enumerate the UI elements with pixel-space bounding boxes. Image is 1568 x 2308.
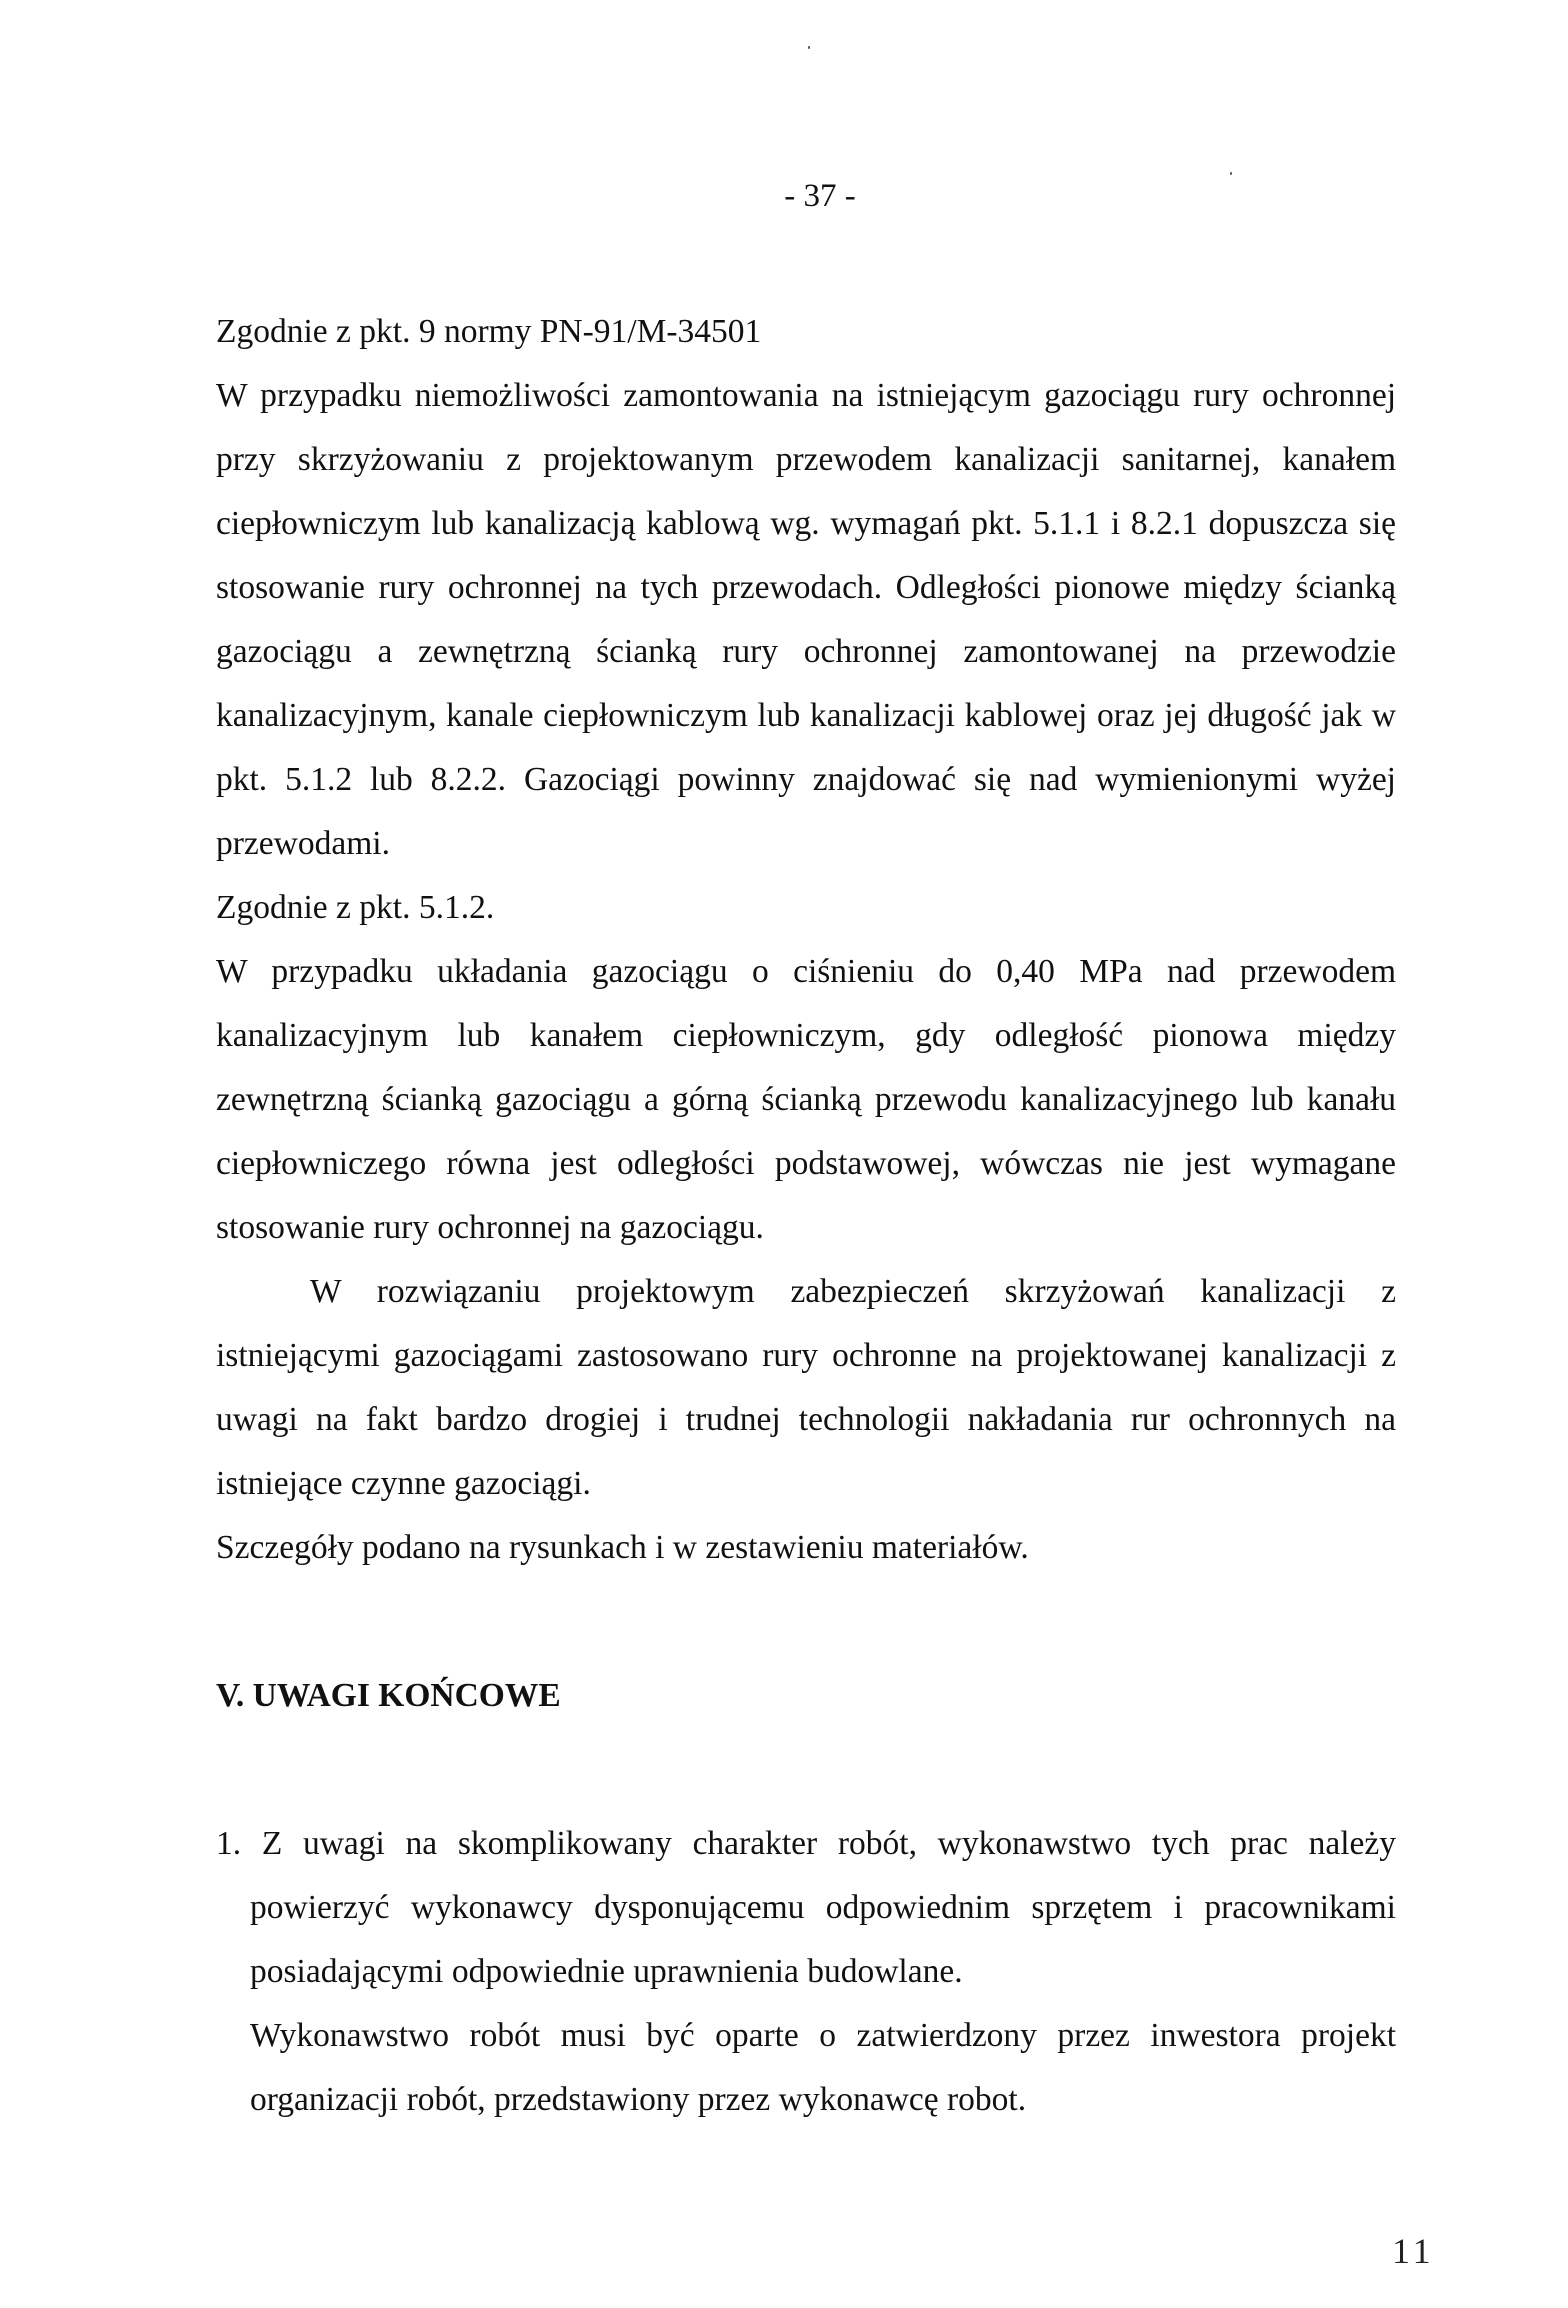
paragraph-point-reference: Zgodnie z pkt. 5.1.2.: [216, 889, 495, 926]
paragraph-protective-pipe-rules: W przypadku niemożliwości zamontowania na istniejącym gazociągu rury ochronnej przy skrzyżowaniu z projektowanym przewodem kanalizacji sanitarnej, kanałem ciepłowniczym lub kanalizacją kablową wg. wymagań pkt. 5.1.1 i 8.2.1 dopuszcza się stosowanie rury ochronnej na tych przewodach. Odległości pionowe między ścianką gazociągu a zewnętrzną ścianką rury ochronnej zamontowanej na przewodzie kanalizacyjnym, kanale ciepłowniczym lub kanalizacji kablowej oraz jej długość jak w pkt. 5.1.2 lub 8.2.2. Gazociągi powinny znajdować się nad wymienionymi wyżej przewodami.: [216, 377, 1396, 862]
scan-speck: [1230, 172, 1232, 175]
page-number: - 37 -: [784, 178, 856, 214]
section-heading-final-remarks: V. UWAGI KOŃCOWE: [216, 1677, 561, 1714]
paragraph-design-solution: W rozwiązaniu projektowym zabezpieczeń skrzyżowań kanalizacji z istniejącymi gazociągami zastosowano rury ochronne na projektowanej kanalizacji z uwagi na fakt bardzo drogiej i trudnej technologii nakładania rur ochronnych na istniejące czynne gazociągi.: [216, 1273, 1396, 1502]
list-item-1-continuation: Wykonawstwo robót musi być oparte o zatwierdzony przez inwestora projekt organizacji robót, przedstawiony przez wykonawcę robot.: [250, 2017, 1396, 2118]
scan-speck: [808, 46, 810, 49]
list-item-1: 1. Z uwagi na skomplikowany charakter robót, wykonawstwo tych prac należy powierzyć wykonawcy dysponującemu odpowiednim sprzętem i pracownikami posiadającymi odpowiednie uprawnienia budowlane.: [216, 1825, 1396, 1990]
paragraph-norm-reference: Zgodnie z pkt. 9 normy PN-91/M-34501: [216, 313, 762, 350]
handwritten-page-mark: 11: [1392, 2231, 1435, 2271]
paragraph-gas-pipe-laying: W przypadku układania gazociągu o ciśnieniu do 0,40 MPa nad przewodem kanalizacyjnym lub kanałem ciepłowniczym, gdy odległość pionowa między zewnętrzną ścianką gazociągu a górną ścianką przewodu kanalizacyjnego lub kanału ciepłowniczego równa jest odległości podstawowej, wówczas nie jest wymagane stosowanie rury ochronnej na gazociągu.: [216, 953, 1396, 1246]
paragraph-details-note: Szczegóły podano na rysunkach i w zestawieniu materiałów.: [216, 1529, 1029, 1566]
document-body: [216, 300, 1396, 2132]
